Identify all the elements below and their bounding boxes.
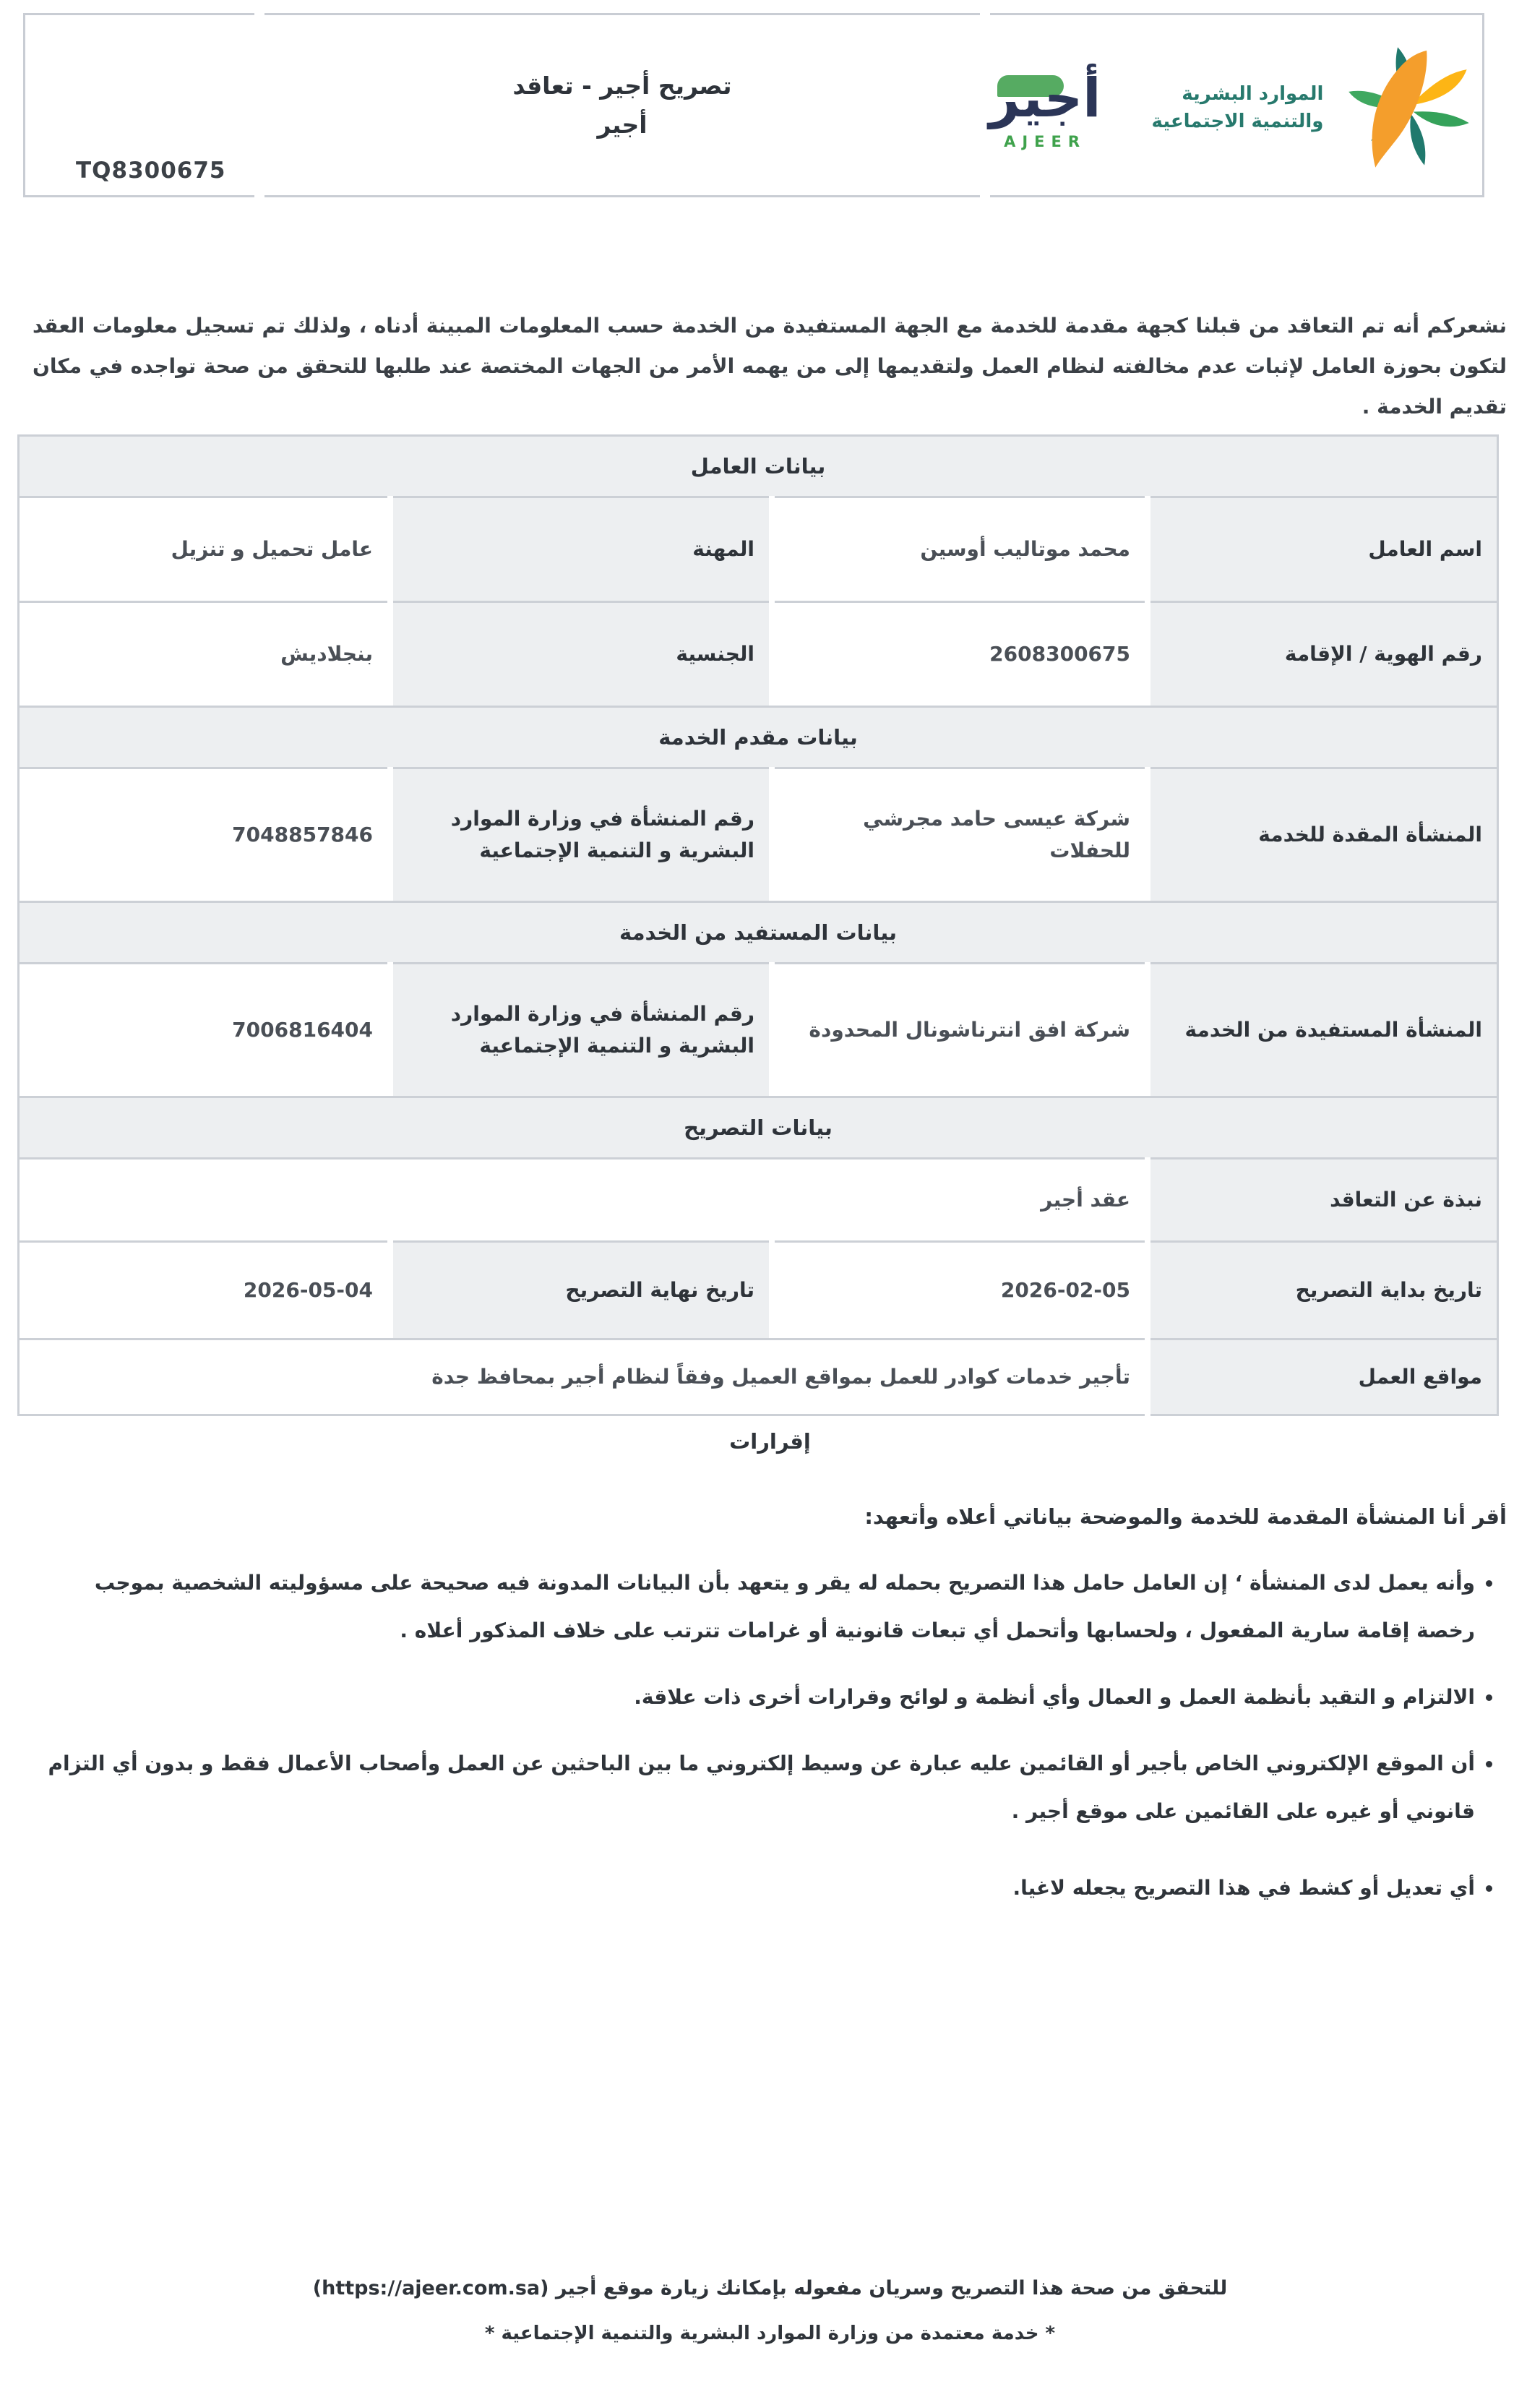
table-row bbox=[17, 962, 1499, 1096]
section-title: بيانات مقدم الخدمة bbox=[17, 706, 1499, 767]
table-row bbox=[17, 601, 1499, 706]
beneficiary-section-header bbox=[17, 901, 1499, 962]
ministry-logo-text bbox=[1152, 80, 1324, 135]
field-value: عامل تحميل و تنزيل bbox=[17, 496, 387, 601]
field-value bbox=[17, 962, 387, 1096]
page-title: تصريح أجير - تعاقد أجير bbox=[512, 71, 732, 139]
field-label: رقم الهوية / الإقامة bbox=[1150, 601, 1499, 706]
field-label: المهنة bbox=[393, 496, 769, 601]
field-value bbox=[775, 601, 1145, 706]
field-label: المنشأة المقدة للخدمة bbox=[1150, 767, 1499, 901]
field-value: بنجلاديش bbox=[17, 601, 387, 706]
ministry-logo-line2: والتنمية الاجتماعية bbox=[1151, 110, 1324, 132]
field-label: رقم المنشأة في وزارة الموارد البشرية و التنمية الإجتماعية bbox=[393, 767, 769, 901]
declaration-item: • أي تعديل أو كشط في هذا التصريح يجعله لاغيا. bbox=[35, 1864, 1475, 1912]
ministry-logo bbox=[1152, 40, 1484, 174]
section-title: بيانات العامل bbox=[17, 434, 1499, 496]
permit-number-cell bbox=[23, 13, 254, 197]
ajeer-logo bbox=[989, 65, 1101, 150]
intro-paragraph: نشعركم أنه تم التعاقد من قبلنا كجهة مقدمة للخدمة مع الجهة المستفيدة من الخدمة حسب المعلومات المبينة أدناه ، ولذلك تم تسجيل معلومات العقد لتكون بحوزة العامل لإثبات عدم مخالفته لنظام العمل ولتقديمها إلى من يهمه الأمر من الجهات المختصة عند طلبها للتحقق من صحة تواجده في مكان تقديم الخدمة . bbox=[33, 314, 1507, 419]
table-row bbox=[17, 1240, 1499, 1338]
ajeer-logo-arabic: أجير bbox=[989, 67, 1101, 129]
title-cell bbox=[264, 13, 980, 197]
section-title: بيانات التصريح bbox=[17, 1096, 1499, 1157]
table-row bbox=[17, 1338, 1499, 1416]
worker-id-number: 2608300675 bbox=[989, 642, 1130, 666]
beneficiary-establishment-number: 7006816404 bbox=[232, 1018, 373, 1042]
field-label: تاريخ نهاية التصريح bbox=[393, 1240, 769, 1338]
ministry-emblem-icon bbox=[1335, 40, 1483, 174]
table-row bbox=[17, 1157, 1499, 1240]
footer-accredited-line: * خدمة معتمدة من وزارة الموارد البشرية والتنمية الإجتماعية * bbox=[484, 2323, 1056, 2344]
field-label: تاريخ بداية التصريح bbox=[1150, 1240, 1499, 1338]
declaration-item: • وأنه يعمل لدى المنشأة ‘ إن العامل حامل هذا التصريح بحمله له يقر و يتعهد بأن البيانات المدونة فيه صحيحة على مسؤوليته الشخصية بموجب رخصة إقامة سارية المفعول ، ولحسابها وأتحمل أي تبعات قانونية أو غرامات تترتب على خلاف المذكور أعلاه . bbox=[35, 1559, 1475, 1655]
field-value bbox=[17, 1240, 387, 1338]
field-value: عقد أجير bbox=[17, 1157, 1145, 1240]
provider-section-header bbox=[17, 706, 1499, 767]
field-value: شركة عيسى حامد مجرشي للحفلات bbox=[775, 767, 1145, 901]
field-value bbox=[775, 1240, 1145, 1338]
ajeer-logo-latin: AJEER bbox=[1004, 132, 1087, 150]
provider-establishment-number: 7048857846 bbox=[232, 823, 373, 846]
permit-start-date: 2026-02-05 bbox=[1000, 1278, 1130, 1302]
permit-table bbox=[12, 434, 1505, 1416]
field-label: المنشأة المستفيدة من الخدمة bbox=[1150, 962, 1499, 1096]
field-label: رقم المنشأة في وزارة الموارد البشرية و التنمية الإجتماعية bbox=[393, 962, 769, 1096]
declarations-block bbox=[35, 1504, 1507, 1912]
table-row bbox=[17, 767, 1499, 901]
declarations-list bbox=[35, 1559, 1507, 1912]
declarations-title: إقرارات bbox=[729, 1429, 811, 1454]
table-row bbox=[17, 496, 1499, 601]
document-footer bbox=[0, 2277, 1540, 2344]
ministry-logo-line1: الموارد البشرية bbox=[1182, 82, 1324, 105]
logos-cell bbox=[990, 13, 1484, 197]
field-label: اسم العامل bbox=[1150, 496, 1499, 601]
permit-number: TQ8300675 bbox=[76, 158, 226, 184]
field-label: نبذة عن التعاقد bbox=[1150, 1157, 1499, 1240]
declarations-intro: أقر أنا المنشأة المقدمة للخدمة والموضحة بياناتي أعلاه وأتعهد: bbox=[864, 1504, 1507, 1529]
worker-section-header bbox=[17, 434, 1499, 496]
declaration-item: • أن الموقع الإلكتروني الخاص بأجير أو القائمين عليه عبارة عن وسيط إلكتروني ما بين الباحثين عن العمل وأصحاب الأعمال فقط و بدون أي التزام قانوني أو غيره على القائمين على موقع أجير . bbox=[35, 1740, 1475, 1835]
permit-section-header bbox=[17, 1096, 1499, 1157]
declaration-item: • الالتزام و التقيد بأنظمة العمل و العمال وأي أنظمة و لوائح وقرارات أخرى ذات علاقة. bbox=[35, 1673, 1475, 1721]
header-box bbox=[13, 13, 1494, 197]
field-value: محمد موتاليب أوسين bbox=[775, 496, 1145, 601]
field-value bbox=[17, 767, 387, 901]
field-label: الجنسية bbox=[393, 601, 769, 706]
footer-verify-line: للتحقق من صحة هذا التصريح وسريان مفعوله بإمكانك زيارة موقع أجير (https://ajeer.com.sa) bbox=[312, 2277, 1228, 2299]
field-value: شركة افق انترناشونال المحدودة bbox=[775, 962, 1145, 1096]
field-value: تأجير خدمات كوادر للعمل بمواقع العميل وفقاً لنظام أجير بمحافظ جدة bbox=[17, 1338, 1145, 1416]
section-title: بيانات المستفيد من الخدمة bbox=[17, 901, 1499, 962]
field-label: مواقع العمل bbox=[1150, 1338, 1499, 1416]
permit-end-date: 2026-05-04 bbox=[243, 1278, 373, 1302]
